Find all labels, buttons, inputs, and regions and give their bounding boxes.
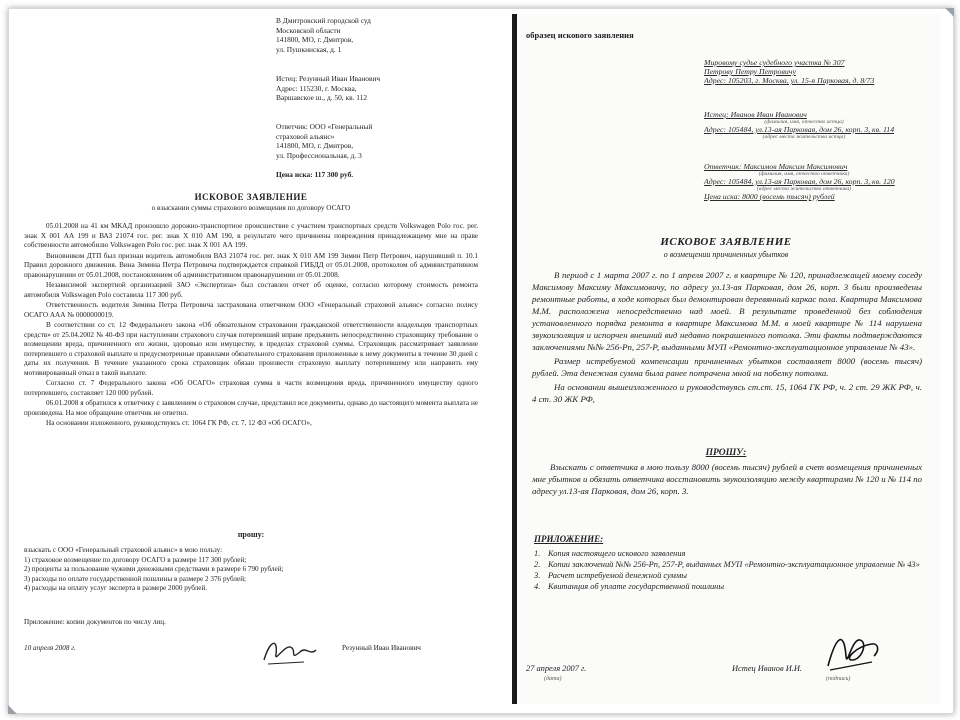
signer-name: Резунный Иван Иванович	[342, 644, 421, 652]
document-title: ИСКОВОЕ ЗАЯВЛЕНИЕ	[660, 236, 792, 248]
plaintiff-line: Истец: Иванов Иван Иванович	[704, 110, 807, 119]
request-heading: прошу:	[237, 530, 265, 539]
body-paragraph: 05.01.2008 на 41 км МКАД произошло дорожно-транспортное происшествие с участием транспортных средств Volkswagen Polo гос. рег. знак Х 001 АА 199 и ВАЗ 21074 гос. рег. знак Х 010 АМ 190, в результате чего причинены повреждения принадлежащему мне на праве собственности автомобилю Volkswagen Polo гос. рег. знак Х 001 АА 199.	[24, 222, 478, 249]
appendix-item	[534, 581, 924, 592]
right-document-scan	[512, 14, 940, 704]
plaintiff-line: Адрес: 115230, г. Москва,	[276, 83, 357, 93]
defendant-line: Ответчик: ООО «Генеральный	[276, 122, 373, 131]
appendix-heading: ПРИЛОЖЕНИЕ:	[534, 534, 604, 544]
defendant-line: страховой альянс»	[276, 131, 335, 141]
field-hint: (адрес места жительства ответчика)	[756, 186, 852, 192]
document-subtitle: о возмещении причиненных убытков	[663, 250, 789, 259]
court-address-block	[276, 16, 476, 55]
claim-price: Цена иска: 117 300 руб.	[276, 170, 354, 179]
defendant-line: Ответчик: Максимов Максим Максимович	[704, 162, 848, 171]
plaintiff-line: Истец: Резунный Иван Иванович	[276, 74, 381, 83]
request-item: 4) расходы на оплату услуг эксперта в размере 2000 рублей.	[24, 584, 208, 592]
date-hint: (дата)	[544, 676, 562, 682]
body-paragraph: На основании вышеизложенного и руководствуясь ст.ст. 15, 1064 ГК РФ, ч. 2 ст. 29 ЖК РФ, ч. 4 ст. 30 ЖК РФ,	[532, 381, 922, 404]
sample-header: образец искового заявления	[526, 30, 634, 40]
body-paragraph: 06.01.2008 я обратился к ответчику с заявлением о страховом случае, представил все документы, однако до настоящего момента выплата не произведена. На мое обращение ответчик не ответил.	[24, 399, 478, 417]
addressee-line: Петрову Петру Петровичу	[704, 67, 796, 76]
request-text: Взыскать с ответчика в мою пользу 8000 (восемь тысяч) рублей в счет возмещения причиненных мне убытков и обязать ответчика восстановить звукоизоляцию между квартирами № 120 и № 114 по адресу ул.13-ая Парковая, дом 26, корп. 3.	[532, 462, 922, 496]
court-line: В Дмитровский городской суд	[276, 16, 371, 25]
frame-corner-decoration	[8, 705, 17, 714]
document-date: 27 апреля 2007 г.	[526, 664, 587, 673]
signature-row	[24, 644, 478, 664]
claim-body	[532, 270, 922, 407]
addressee-line: Адрес: 105203, г. Москва, ул. 15-я Парковая, д. 8/73	[704, 76, 875, 85]
field-hint: (фамилия, имя, отчество истца)	[764, 119, 844, 125]
appendix-text: Копия настоящего искового заявления	[548, 549, 686, 558]
body-paragraph: Ответственность водителя Зимина Петра Петровича застрахована ответчиком ООО «Генеральный страховой альянс» согласно полису ОСАГО ААА № 0000000019.	[24, 301, 478, 319]
scan-edge	[512, 14, 517, 704]
appendix-list	[534, 548, 924, 592]
body-paragraph: Виновником ДТП был признан водитель автомобиля ВАЗ 21074 гос. рег. знак Х 010 АМ 199 Зимин Петр Петрович, нарушивший п. 10.1 Правил дорожного движения. Вина Зимина Петра Петровича подтверждается справкой ГИБДД от 05.01.2008, протоколом об административном правонарушении от 05.01.2008, постановлением об административном правонарушении от 05.01.2008.	[24, 251, 478, 279]
body-paragraph: Согласно ст. 7 Федерального закона «Об ОСАГО» страховая сумма в части возмещения вреда, причиненного имуществу одного потерпевшего, составляет 120 000 рублей.	[24, 379, 478, 397]
defendant-block	[276, 122, 476, 161]
signer-name: Истец Иванов И.И.	[732, 664, 802, 673]
defendant-line: ул. Профессиональная, д. 3	[276, 150, 362, 160]
appendix-line: Приложение: копии документов по числу лиц.	[24, 618, 166, 626]
plaintiff-address: Адрес: 105484, ул.13-ая Парковая, дом 26, корп. 3, кв. 114	[704, 125, 895, 134]
plaintiff-line: Варшавское ш., д. 50, кв. 112	[276, 93, 368, 103]
field-hint: (фамилия, имя, отчество ответчика)	[758, 171, 850, 177]
request-heading: ПРОШУ:	[705, 448, 747, 458]
request-item: 1) страховое возмещение по договору ОСАГО в размере 117 300 рублей;	[24, 555, 247, 564]
appendix-text: Квитанция об уплате государственной пошлины	[548, 582, 725, 592]
court-line: Московской области	[276, 25, 341, 35]
document-subtitle: о взыскании суммы страхового возмещения по договору ОСАГО	[151, 204, 351, 212]
field-hint: (адрес места жительства истца)	[762, 134, 846, 140]
appendix-number: 3.	[534, 571, 541, 581]
body-paragraph: Размер истребуемой компенсации причиненных убытков составляет 8000 (восемь тысяч) рублей. Эта денежная сумма была ранее потрачена мной на побелку потолка.	[532, 355, 922, 378]
plaintiff-block	[704, 110, 904, 140]
defendant-block	[704, 162, 904, 201]
court-line: 141800, МО, г. Дмитров,	[276, 35, 354, 45]
addressee-block	[704, 58, 874, 85]
request-item: 2) проценты за пользование чужими денежными средствами в размере 6 790 рублей;	[24, 565, 284, 573]
body-paragraph: На основании изложенного, руководствуясь ст. 1064 ГК РФ, ст. 7, 12 ФЗ «Об ОСАГО»,	[46, 419, 312, 427]
request-item: 3) расходы по оплате государственной пошлины в размере 2 376 рублей;	[24, 574, 247, 583]
appendix-item	[534, 559, 924, 570]
addressee-line: Мировому судье судебного участка № 307	[704, 58, 845, 67]
appendix-text: Копии заключений №№ 256-Рп, 257-Р, выданных МУП «Ремонтно-эксплуатационное управление № 43»	[548, 560, 920, 570]
defendant-address: Адрес: 105484, ул.13-ая Парковая, дом 26, корп. 3, кв. 120	[704, 177, 895, 186]
frame-corner-decoration	[945, 8, 954, 17]
appendix-item	[534, 570, 924, 581]
document-date: 10 апреля 2008 г.	[24, 644, 76, 652]
appendix-text: Расчет истребуемой денежной суммы	[548, 571, 687, 581]
claim-price: Цена иска: 8000 (восемь тысяч) рублей	[704, 192, 835, 201]
left-document-scan	[20, 14, 482, 704]
appendix-number: 1.	[534, 549, 541, 558]
appendix-number: 4.	[534, 582, 541, 592]
body-paragraph: Независимой экспертной организацией ЗАО «Экспертиза» был составлен отчет об оценке, согласно которому стоимость ремонта автомобиля Volkswagen Polo составила 117 300 руб.	[24, 281, 478, 299]
defendant-line: 141800, МО, г. Дмитров,	[276, 141, 354, 151]
claim-body	[24, 222, 478, 430]
body-paragraph: В период с 1 марта 2007 г. по 1 апреля 2007 г. в квартире № 120, принадлежащей моему соседу Максимову Максиму Максимовичу, по адресу ул.13-ая Парковая, дом 26, корп. 3 были произведены ремонтные работы, в ходе которых был демонтирован деревянный каркас пола. Квартира Максимова М.М. расположена непосредственно над моей. В результате проведенной без соблюдения установленного порядка ремонта в квартире Максимова М.М. в моей квартире № 114 нарушена звукоизоляция и испорчен внешний вид недавно покрашенного потолка. Эти факты подтверждаются заключениями №№ 256-Рп, 257-Р, выданными МУП «Ремонтно-эксплуатационное управление № 43».	[532, 270, 922, 352]
signature-row	[526, 664, 926, 694]
request-item: взыскать с ООО «Генеральный страховой альянс» в мою пользу:	[24, 546, 223, 554]
signature-hint: (подпись)	[826, 676, 851, 682]
document-title: ИСКОВОЕ ЗАЯВЛЕНИЕ	[194, 192, 308, 202]
body-paragraph: В соответствии со ст. 12 Федерального закона «Об обязательном страховании гражданской ответственности владельцев транспортных средств» от 25.04.2002 № 40-ФЗ при наступлении страхового случая потерпевший вправе предъявить непосредственно страховщику требование о возмещении вреда, причиненного его жизни, здоровью или имуществу, в пределах страховой суммы. Страховщик рассматривает заявление потерпевшего о страховой выплате и предусмотренные правилами обязательного страхования приложенные к нему документы в течение 30 дней с даты их получения. В течение указанного срока страховщик обязан произвести страховую выплату потерпевшему или направить ему мотивированный отказ в такой выплате.	[24, 321, 478, 377]
request-list	[24, 546, 478, 594]
handwritten-signature	[822, 626, 882, 676]
plaintiff-block	[276, 74, 476, 103]
court-line: ул. Пушкинская, д. 1	[276, 44, 342, 54]
appendix-number: 2.	[534, 560, 541, 570]
appendix-item	[534, 548, 924, 559]
handwritten-signature	[260, 634, 320, 668]
